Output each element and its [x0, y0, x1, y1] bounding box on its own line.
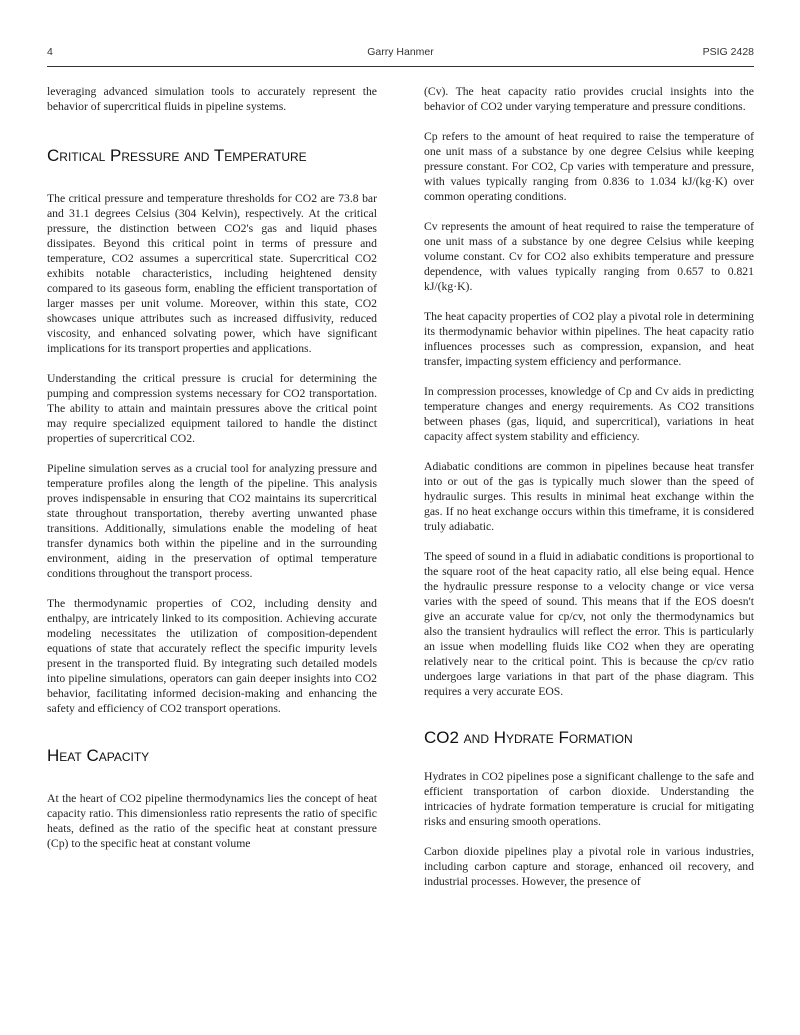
right-column	[424, 84, 754, 904]
paragraph: The thermodynamic properties of CO2, including density and enthalpy, are intricately linked to its composition. Achieving accurate modeling necessitates the utilization of composition-dependent equations of state that accurately reflect the specific impurity levels present in the transported fluid. By integrating such detailed models into pipeline simulations, operators can gain deeper insights into CO2 behavior, facilitating informed decision-making and enhancing the safety and efficiency of CO2 transport operations.	[47, 597, 377, 715]
paragraph: Understanding the critical pressure is crucial for determining the pumping and compression systems necessary for CO2 transportation. The ability to attain and maintain pressures above the critical point may require specialized equipment tailored to handle the distinct properties of supercritical CO2.	[47, 372, 377, 445]
section-heading-heat-capacity: Heat Capacity	[47, 746, 150, 765]
paragraph: (Cv). The heat capacity ratio provides crucial insights into the behavior of CO2 under varying temperature and pressure conditions.	[424, 85, 754, 113]
running-header	[47, 46, 754, 62]
paragraph: In compression processes, knowledge of Cp and Cv aids in predicting temperature changes and energy requirements. As CO2 transitions between phases (gas, liquid, and supercritical), variations in heat capacity affect system stability and efficiency.	[424, 385, 754, 443]
paragraph: The speed of sound in a fluid in adiabatic conditions is proportional to the square root of the heat capacity ratio, all else being equal. Hence the hydraulic pressure response to a velocity change or vice versa varies with the speed of sound. This means that if the EOS doesn't give an accurate value for cp/cv, not only the thermodynamics but also the transient hydraulics will reflect the error. This is particularly an issue when modelling fluids like CO2 when they are operating relatively near to the critical point. This is because the cp/cv ratio undergoes large variations in that part of the phase diagram. This requires a very accurate EOS.	[424, 550, 754, 698]
left-column	[47, 84, 377, 866]
header-rule	[47, 66, 754, 67]
paragraph: leveraging advanced simulation tools to accurately represent the behavior of supercritical fluids in pipeline systems.	[47, 85, 377, 113]
page-number: 4	[47, 46, 53, 58]
running-header-author: Garry Hanmer	[367, 46, 434, 58]
paragraph: The critical pressure and temperature thresholds for CO2 are 73.8 bar and 31.1 degrees Celsius (304 Kelvin), respectively. At the critical pressure, the distinction between CO2's gas and liquid phases dissipates. Beyond this critical point in terms of pressure and temperature, CO2 assumes a supercritical state. Supercritical CO2 exhibits notable characteristics, including heightened density compared to its gaseous form, enabling the efficient transportation of larger masses per unit volume. Moreover, within this state, CO2 showcases unique attributes such as increased diffusivity, reduced viscosity, and enhanced solvating power, which have significant implications for its transport properties and applications.	[47, 192, 377, 355]
paragraph: Cp refers to the amount of heat required to raise the temperature of one unit mass of a substance by one degree Celsius while keeping pressure constant. For CO2, Cp varies with temperature and pressure, with values typically ranging from 0.836 to 1.034 kJ/(kg·K) over common operating conditions.	[424, 130, 754, 203]
paragraph: Hydrates in CO2 pipelines pose a significant challenge to the safe and efficient transportation of carbon dioxide. Understanding the intricacies of hydrate formation temperature is crucial for mitigating risks and ensuring smooth operations.	[424, 770, 754, 828]
paper-id: PSIG 2428	[702, 46, 754, 58]
paragraph: The heat capacity properties of CO2 play a pivotal role in determining its thermodynamic behavior within pipelines. The heat capacity ratio influences processes such as compression, expansion, and heat transfer, impacting system efficiency and performance.	[424, 310, 754, 368]
paragraph: Cv represents the amount of heat required to raise the temperature of one unit mass of a substance by one degree Celsius while keeping volume constant. Cv for CO2 also exhibits temperature and pressure dependence, with values typically ranging from 0.657 to 0.821 kJ/(kg·K).	[424, 220, 754, 293]
paragraph: Pipeline simulation serves as a crucial tool for analyzing pressure and temperature profiles along the length of the pipeline. This analysis proves indispensable in ensuring that CO2 maintains its supercritical state throughout transportation, thereby averting unwanted phase transitions. Additionally, simulations enable the modeling of heat transfer dynamics both within the pipeline and in the surrounding environment, aiding in the preservation of optimal temperature conditions throughout the transport process.	[47, 462, 377, 580]
section-heading-co2-hydrate: CO2 and Hydrate Formation	[424, 728, 633, 747]
paragraph: Adiabatic conditions are common in pipelines because heat transfer into or out of the gas is typically much slower than the speed of hydraulic surges. This results in minimal heat exchange within the gas. If no heat exchange occurs within this timeframe, it is considered truly adiabatic.	[424, 460, 754, 533]
paragraph: At the heart of CO2 pipeline thermodynamics lies the concept of heat capacity ratio. This dimensionless ratio represents the ratio of specific heats, defined as the ratio of the specific heat at constant pressure (Cp) to the specific heat at constant volume	[47, 792, 377, 850]
paragraph: Carbon dioxide pipelines play a pivotal role in various industries, including carbon capture and storage, enhanced oil recovery, and industrial processes. However, the presence of	[424, 845, 754, 888]
section-heading-critical-pressure: Critical Pressure and Temperature	[47, 146, 307, 165]
